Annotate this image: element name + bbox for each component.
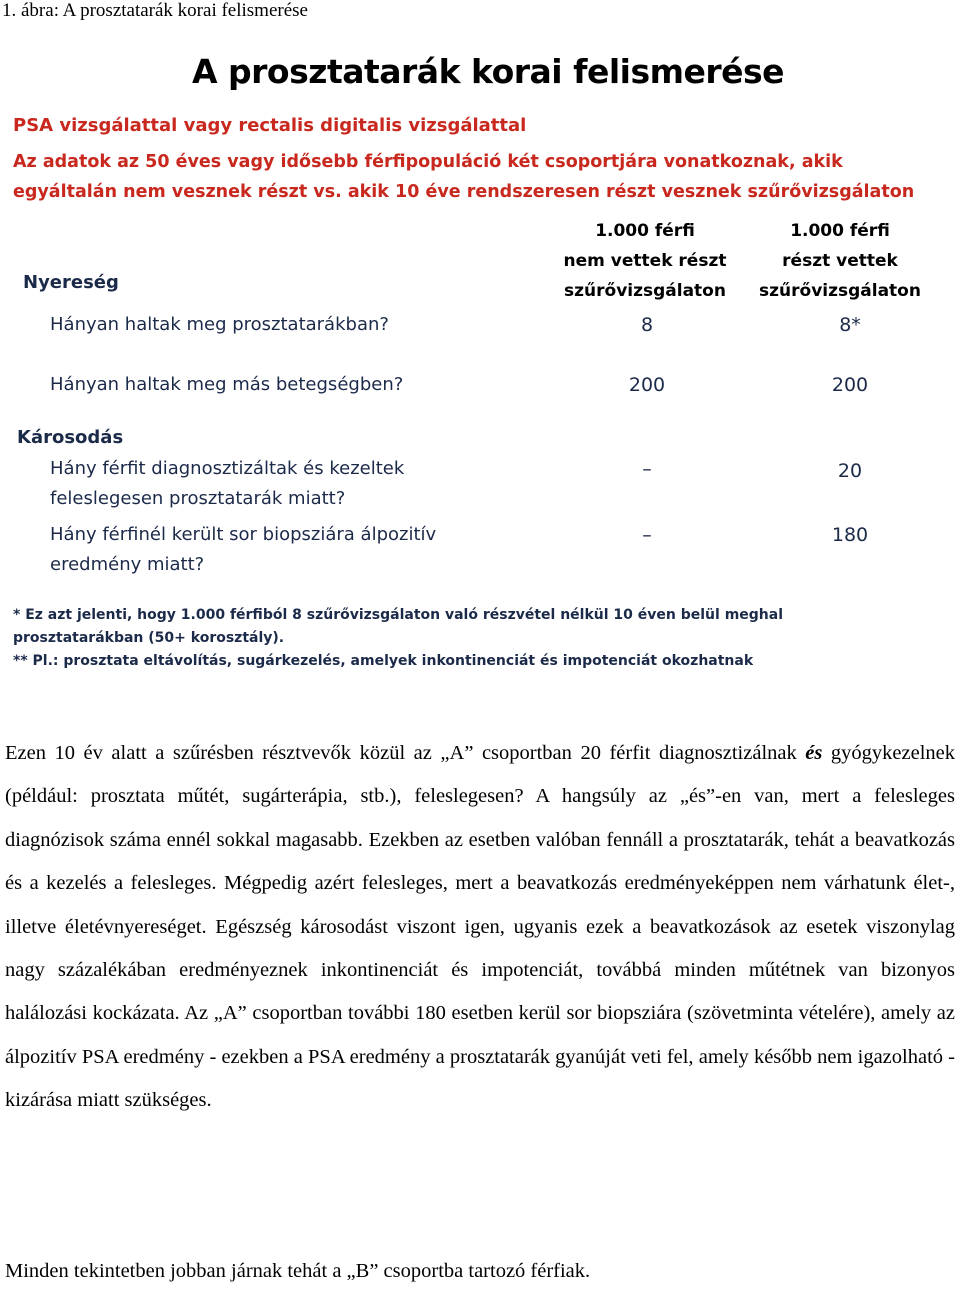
emphasis-es: és (805, 742, 823, 764)
gain-row-value-screening: 200 (831, 374, 869, 396)
gain-row-value-no-screening: 8 (640, 314, 654, 336)
gain-row-value-screening: 8* (839, 314, 861, 336)
figure-description-line1: Az adatok az 50 éves vagy idősebb férfipopuláció két csoportjára vonatkoznak, akik (13, 152, 843, 172)
gain-row-question: Hányan haltak meg prosztatarákban? (50, 314, 389, 335)
section-harm-label: Károsodás (17, 427, 124, 448)
footnote-1-line2: prosztatarákban (50+ korosztály). (13, 630, 285, 646)
harm-row-value-screening: 180 (831, 524, 869, 546)
figure-description-line2: egyáltalán nem vesznek részt vs. akik 10 éve rendszeresen részt vesznek szűrővizsgálaton (13, 182, 915, 202)
infographic-figure (5, 42, 955, 682)
gain-row-question: Hányan haltak meg más betegségben? (50, 374, 404, 395)
harm-row-question: Hány férfinél került sor biopsziára álpozitív eredmény miatt? (50, 524, 437, 575)
footnote-1-line1: * Ez azt jelenti, hogy 1.000 férfiból 8 szűrővizsgálaton való részvétel nélkül 10 éven belül meghal (13, 607, 784, 623)
body-paragraph-2: Minden tekintetben jobban járnak tehát a „B” csoportba tartozó férfiak. (5, 1260, 591, 1282)
column-header-screening: 1.000 férfi részt vettek szűrővizsgálaton (759, 221, 921, 301)
figure-caption: 1. ábra: A prosztatarák korai felismerése (2, 0, 308, 21)
harm-row-value-no-screening: – (642, 458, 652, 480)
body-paragraph-1: Ezen 10 év alatt a szűrésben résztvevők közül az „A” csoportban 20 férfit diagnosztizálnak és gyógykezelnek (például: prosztata műtét, sugárterápia, stb.), feleslegesen? A hangsúly az „és”-en van, mert a felesleges diagnózisok száma ennél sokkal magasabb. Ezekben az esetben valóban fennáll a prosztatarák, tehát a beavatkozás és a kezelés a felesleges. Mégpedig azért felesleges, mert a beavatkozás eredményeképpen nem várhatunk élet-, illetve életévnyereséget. Egészség károsodást viszont igen, ugyanis ezek a beavatkozások az esetek viszonylag nagy százalékában eredményeznek inkontinenciát és impotenciát, továbbá minden műtétnek van bizonyos halálozási kockázata. Az „A” csoportban további 180 esetben kerül sor biopsziára (szövetminta vételére), amely az álpozitív PSA eredmény - ezekben a PSA eredmény a prosztatarák gyanúját veti fel, amely később nem igazolható - kizárása miatt szükséges. (5, 742, 956, 1112)
column-header-no-screening: 1.000 férfi nem vettek részt szűrővizsgálaton (563, 221, 727, 301)
section-gain-label: Nyereség (23, 272, 119, 293)
harm-row-value-no-screening: – (642, 524, 652, 546)
harm-row-question: Hány férfit diagnosztizáltak és kezeltek feleslegesen prosztatarák miatt? (50, 458, 405, 509)
figure-title: A prosztatarák korai felismerése (192, 52, 785, 91)
harm-row-value-screening: 20 (837, 460, 863, 482)
footnote-2: ** Pl.: prosztata eltávolítás, sugárkezelés, amelyek inkontinenciát és impotenciát okozhatnak (13, 653, 754, 669)
gain-row-value-no-screening: 200 (628, 374, 666, 396)
figure-subtitle: PSA vizsgálattal vagy rectalis digitalis vizsgálattal (13, 115, 527, 136)
